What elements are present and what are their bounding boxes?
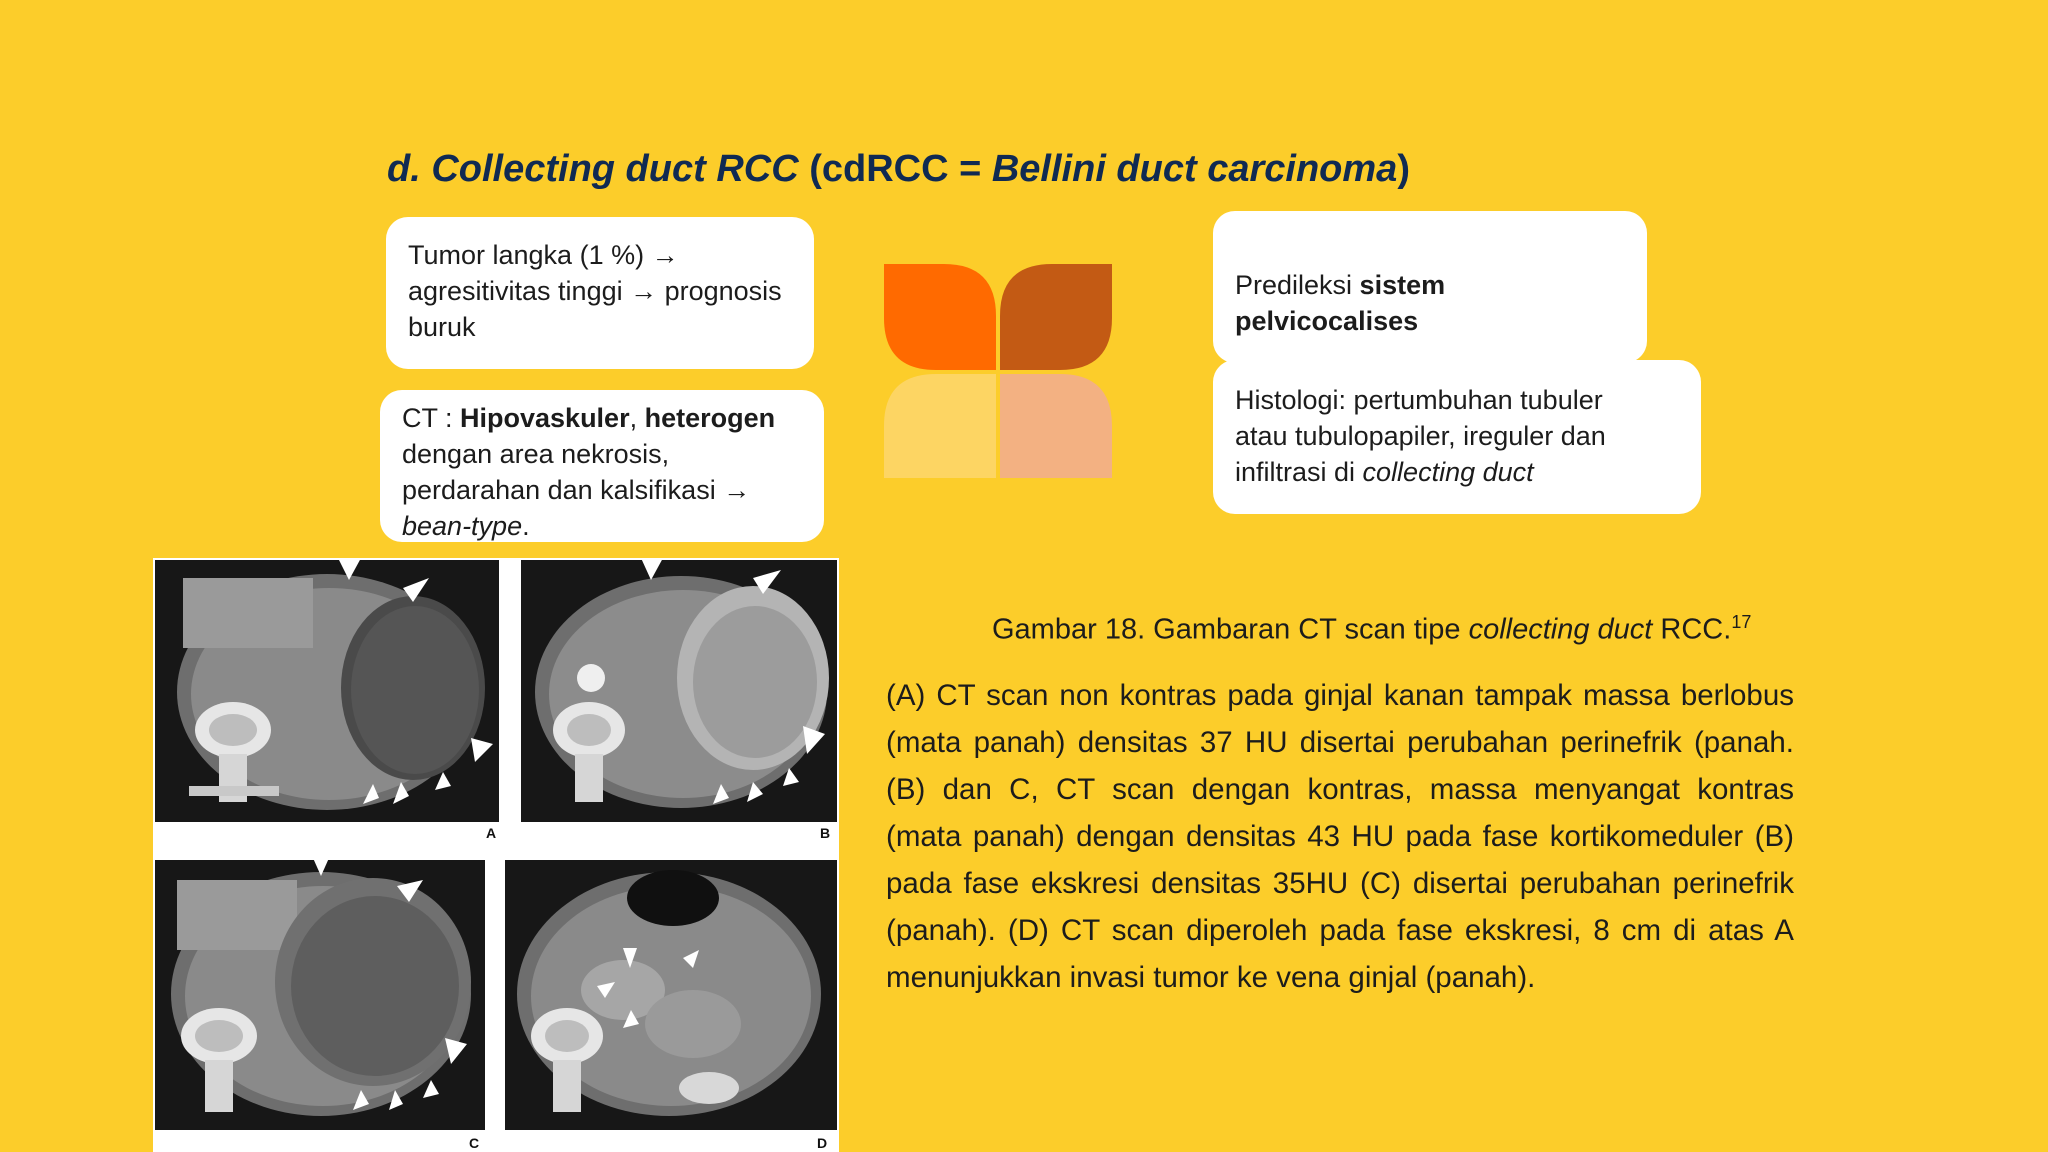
card-ct-heterogen: heterogen — [644, 403, 776, 433]
ct-label-c: C — [469, 1135, 480, 1151]
figure-caption — [992, 612, 1751, 647]
caption-ref: 17 — [1731, 612, 1752, 632]
card-tumor-line3: buruk — [408, 312, 476, 342]
ct-label-a: A — [486, 825, 497, 841]
card-ct-line4 — [402, 508, 802, 544]
card-tumor-rarity — [386, 217, 814, 369]
card-predileksi-bold: sistem pelvicocalises — [1235, 270, 1446, 336]
petal-bottom-right — [1000, 374, 1112, 478]
petal-top-right — [1000, 264, 1112, 370]
ct-label-d: D — [817, 1135, 828, 1151]
card-ct-period: . — [522, 511, 530, 541]
card-ct-line2: dengan area nekrosis, — [402, 439, 670, 469]
ct-panel-a — [155, 558, 499, 822]
card-ct-label: CT : — [402, 403, 461, 433]
card-tumor-line1: Tumor langka (1 %) → — [408, 240, 679, 270]
petal-decoration — [884, 264, 1112, 478]
card-ct-hipovaskuler: Hipovaskuler — [460, 403, 630, 433]
card-ct-bean-type: bean-type — [402, 511, 523, 541]
ct-panel-b — [521, 558, 837, 822]
ct-scan-figure — [153, 558, 839, 1152]
ct-label-b: B — [820, 825, 831, 841]
slide-title — [387, 148, 1410, 191]
title-close-paren: ) — [1397, 148, 1410, 190]
card-ct-line1 — [402, 400, 802, 436]
card-histologi-line1: Histologi: pertumbuhan tubuler — [1235, 385, 1603, 415]
petal-top-left — [884, 264, 996, 370]
card-histologi-prefix: infiltrasi di — [1235, 457, 1363, 487]
figure-description: (A) CT scan non kontras pada ginjal kanan tampak massa berlobus (mata panah) densitas 37 HU disertai perubahan perinefrik (panah. (B) dan C, CT scan dengan kontras, massa menyangat kontras (mata panah) dengan densitas 43 HU pada fase kortikomeduler (B) pada fase ekskresi densitas 35HU (C) disertai perubahan perinefrik (panah). (D) CT scan diperoleh pada fase ekskresi, 8 cm di atas A menunjukkan invasi tumor ke vena ginjal (panah). — [886, 679, 1794, 994]
title-cdrcc: (cdRCC = — [798, 148, 992, 190]
card-ct-findings — [380, 390, 824, 542]
title-collecting-duct: d. Collecting duct RCC — [387, 148, 799, 190]
ct-panel-d — [505, 860, 837, 1130]
card-tumor-line2: agresitivitas tinggi → prognosis — [408, 276, 782, 306]
petal-bottom-left — [884, 374, 996, 478]
card-predileksi — [1213, 211, 1647, 363]
caption-suffix: RCC. — [1652, 613, 1732, 646]
ct-panel-c — [155, 858, 485, 1130]
card-ct-comma: , — [629, 403, 645, 433]
card-histologi-line2: atau tubulopapiler, ireguler dan — [1235, 421, 1606, 451]
card-histologi — [1213, 360, 1701, 514]
card-histologi-italic: collecting duct — [1362, 457, 1534, 487]
card-predileksi-text: Predileksi — [1235, 270, 1360, 300]
title-bellini: Bellini duct carcinoma — [991, 148, 1398, 190]
card-ct-line3: perdarahan dan kalsifikasi → — [402, 475, 751, 505]
card-histologi-line3 — [1235, 454, 1679, 490]
caption-italic: collecting duct — [1468, 613, 1653, 646]
caption-prefix: Gambar 18. Gambaran CT scan tipe — [992, 613, 1469, 646]
